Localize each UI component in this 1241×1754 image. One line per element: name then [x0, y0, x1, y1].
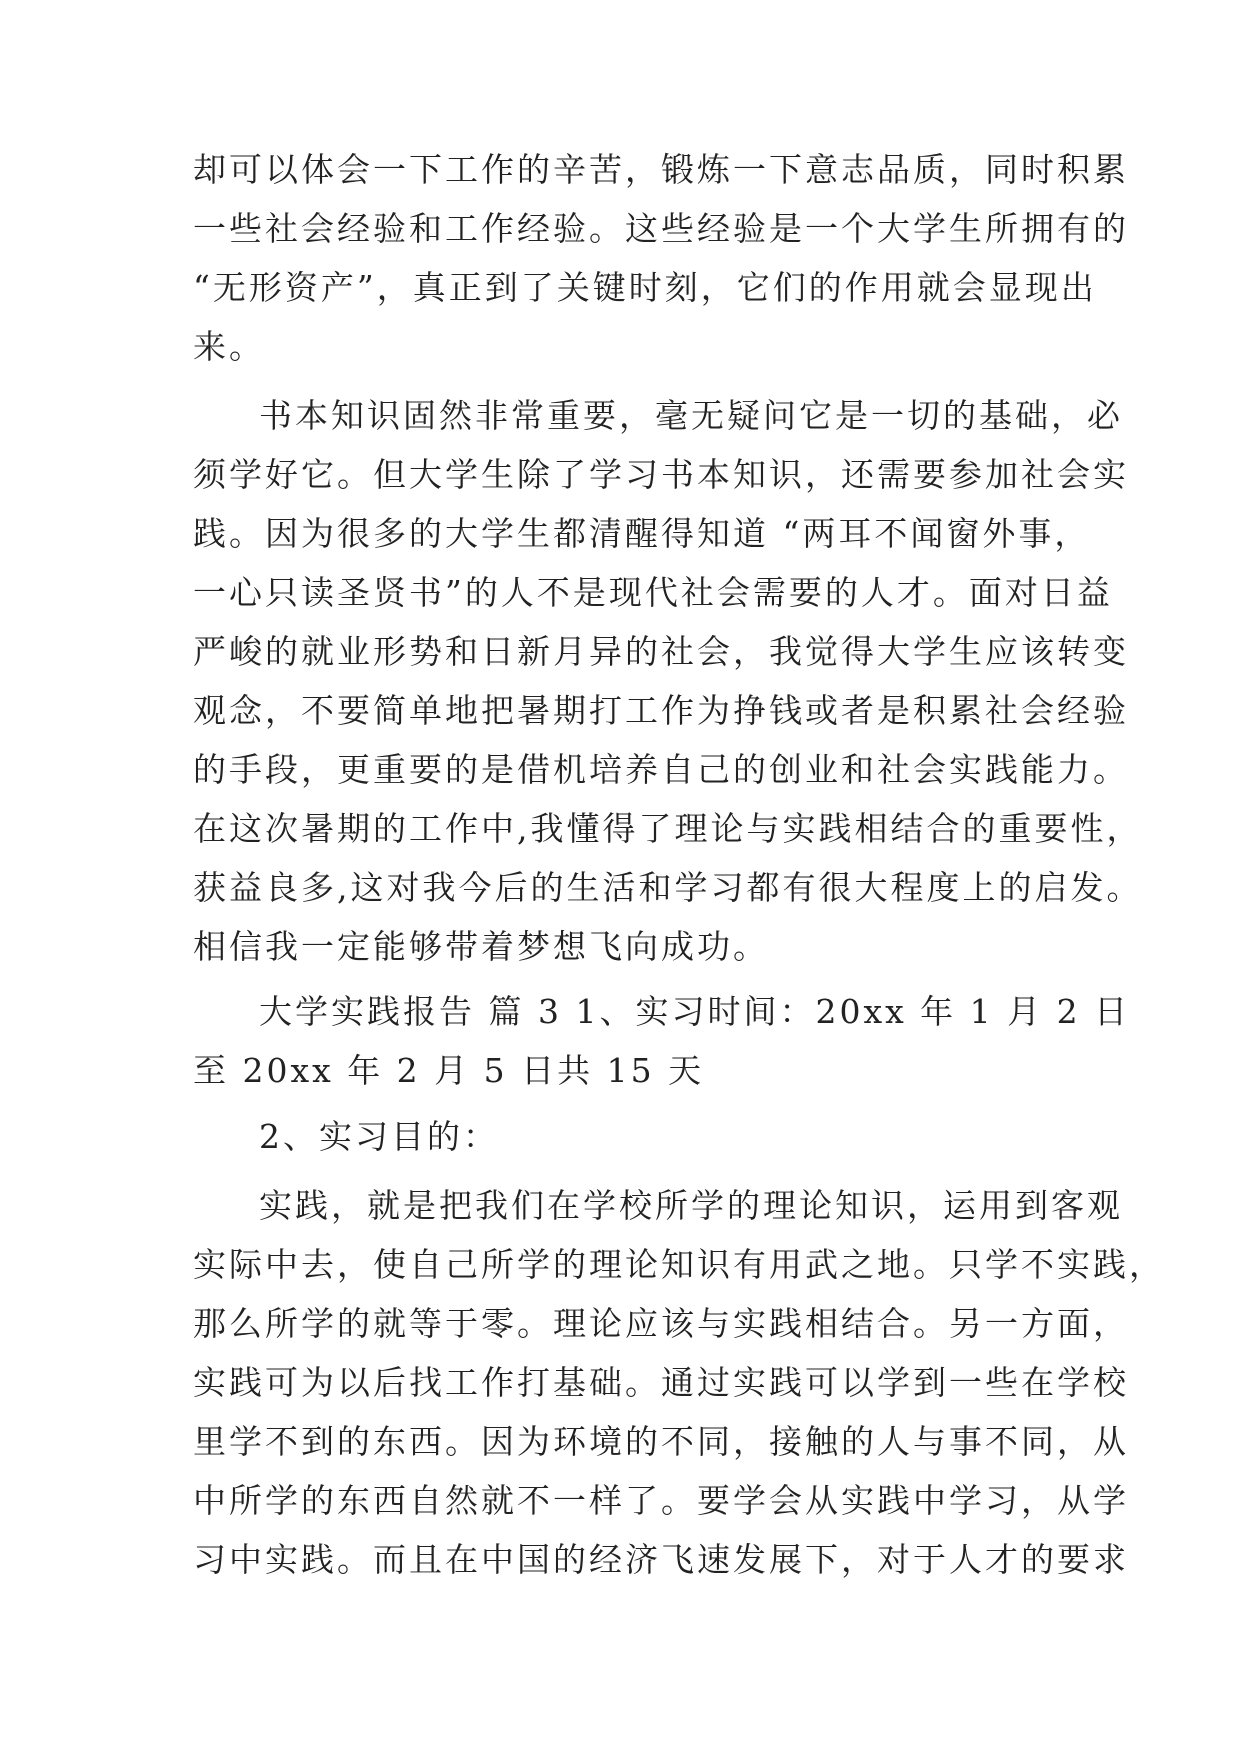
- text-line: 获益良多,这对我今后的生活和学习都有很大程度上的启发。: [193, 868, 1143, 907]
- text-line: 一些社会经验和工作经验。这些经验是一个大学生所拥有的: [193, 209, 1129, 248]
- paragraph-first-line: 书本知识固然非常重要，毫无疑问它是一切的基础，必: [259, 396, 1123, 435]
- text-line: 那么所学的就等于零。理论应该与实践相结合。另一方面，: [193, 1304, 1129, 1343]
- text-line: 来。: [193, 327, 265, 366]
- text-line: 习中实践。而且在中国的经济飞速发展下，对于人才的要求: [193, 1540, 1129, 1579]
- text-line: 却可以体会一下工作的辛苦，锻炼一下意志品质，同时积累: [193, 150, 1129, 189]
- text-line: 践。因为很多的大学生都清醒得知道 “两耳不闻窗外事，: [193, 514, 1091, 553]
- text-line: 相信我一定能够带着梦想飞向成功。: [193, 927, 769, 966]
- text-line: 严峻的就业形势和日新月异的社会，我觉得大学生应该转变: [193, 632, 1129, 671]
- text-line: 实际中去，使自己所学的理论知识有用武之地。只学不实践，: [193, 1245, 1165, 1284]
- text-line: 的手段，更重要的是借机培养自己的创业和社会实践能力。: [193, 750, 1129, 789]
- text-line: 在这次暑期的工作中,我懂得了理论与实践相结合的重要性，: [193, 809, 1143, 848]
- text-line: 里学不到的东西。因为环境的不同，接触的人与事不同，从: [193, 1422, 1129, 1461]
- subheading-line: 2、实习目的：: [259, 1117, 499, 1156]
- text-line: “无形资产”，真正到了关键时刻，它们的作用就会显现出: [193, 268, 1097, 307]
- text-line: 观念，不要简单地把暑期打工作为挣钱或者是积累社会经验: [193, 691, 1129, 730]
- text-line: 中所学的东西自然就不一样了。要学会从实践中学习，从学: [193, 1481, 1129, 1520]
- text-line: 须学好它。但大学生除了学习书本知识，还需要参加社会实: [193, 455, 1129, 494]
- paragraph-first-line: 实践，就是把我们在学校所学的理论知识，运用到客观: [259, 1186, 1123, 1225]
- text-line: 实践可为以后找工作打基础。通过实践可以学到一些在学校: [193, 1363, 1129, 1402]
- text-line: 至 20xx 年 2 月 5 日共 15 天: [193, 1051, 705, 1090]
- section-heading-line: 大学实践报告 篇 3 1、实习时间：20xx 年 1 月 2 日: [259, 992, 1131, 1031]
- text-line: 一心只读圣贤书”的人不是现代社会需要的人才。面对日益: [193, 573, 1113, 612]
